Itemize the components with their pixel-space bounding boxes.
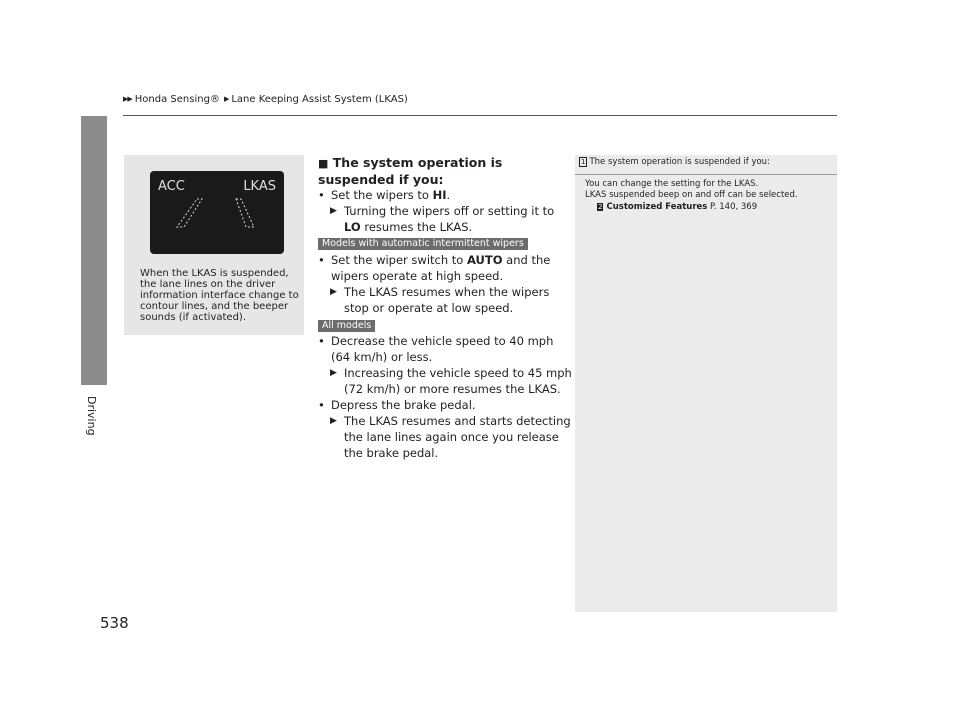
breadcrumb-item[interactable]: Lane Keeping Assist System (LKAS): [231, 94, 408, 105]
list-item: • Decrease the vehicle speed to 40 mph (64 km/h) or less.: [318, 334, 554, 364]
model-tag: All models: [318, 320, 375, 332]
bullet-icon: •: [318, 253, 325, 267]
note-marker-icon: 1: [581, 158, 586, 166]
figure-caption: When the LKAS is suspended, the lane lines on the driver information interface change to contour lines, and the beeper sounds (if activated).: [140, 268, 299, 323]
breadcrumb-arrow-icon: ▶▶: [123, 95, 132, 103]
model-tag: Models with automatic intermittent wipers: [318, 238, 528, 250]
display-acc-label: ACC: [158, 179, 185, 194]
cross-reference-link[interactable]: 2 Customized Features P. 140, 369: [598, 202, 758, 212]
contour-lane-lines-icon: [150, 171, 284, 254]
result-arrow-icon: ▶: [330, 368, 337, 378]
section-tab-label: Driving: [85, 396, 98, 436]
breadcrumb: [123, 94, 412, 105]
list-item: • Set the wipers to HI.: [318, 188, 451, 202]
lkas-display-image: [150, 171, 284, 254]
section-tab: [81, 116, 107, 385]
display-lkas-label: LKAS: [243, 179, 276, 194]
heading-marker-icon: ■: [318, 157, 329, 170]
bullet-icon: •: [318, 398, 325, 412]
notes-divider: [575, 174, 837, 175]
reference-icon: 2: [598, 203, 603, 211]
notes-text: LKAS suspended beep on and off can be selected.: [585, 190, 798, 200]
notes-text: You can change the setting for the LKAS.: [585, 179, 759, 189]
list-item: • Depress the brake pedal.: [318, 398, 476, 412]
bullet-icon: •: [318, 334, 325, 348]
list-item: • Set the wiper switch to AUTO and the wipers operate at high speed.: [318, 253, 551, 283]
page-number: 538: [100, 614, 129, 632]
header-rule: [123, 115, 837, 116]
breadcrumb-item[interactable]: Honda Sensing®: [134, 94, 220, 105]
notes-title: 1 The system operation is suspended if you:: [581, 157, 770, 167]
breadcrumb-arrow-icon: ▶: [223, 95, 229, 103]
result-arrow-icon: ▶: [330, 206, 337, 216]
result-arrow-icon: ▶: [330, 416, 337, 426]
bullet-icon: •: [318, 188, 325, 202]
notes-panel: [575, 155, 837, 612]
section-heading: ■ The system operation is suspended if you:: [318, 155, 503, 187]
result-arrow-icon: ▶: [330, 287, 337, 297]
